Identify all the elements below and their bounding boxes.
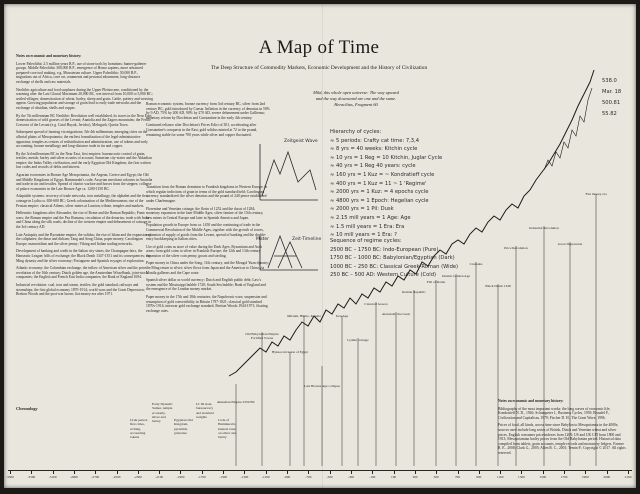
axis-tick — [31, 470, 32, 474]
cycle-item: ≈ 2.15 mill years = 1 Age: Age — [330, 214, 411, 221]
axis-tick — [585, 470, 586, 474]
timeline-annotation: Old Babylonian Empire Fortified Towns — [245, 332, 279, 341]
axis-tick — [628, 470, 629, 474]
axis-tick-label: -100 — [369, 475, 376, 479]
price-curve — [229, 70, 594, 376]
timeline-annotation: Price Revolution — [504, 246, 528, 250]
middle-paragraph: Roman economic system, bronze currency from 3rd century BC, silver from 2nd century BC, gold introduced by Caesar. Inflation in the currency of denarius in 50% by 9 AD, 75% by 200 AD, 90% by 270 AD, severe debasement under Gallienus; monetary reform by Diocletian and Constantine in the early 4th century. — [146, 102, 270, 120]
left-paragraph: By the 7th millennium BC Neolithic Revolution well established, its traces in the Near East; domestication of wild grasses of the Levant; Anatolia and the Zagros mountains; the Fertile Crescent of the Levant (e.g. Catal Huyuk, Jericho), Mehrgarh, Quetta Town. — [16, 113, 153, 127]
axis-tick — [308, 470, 309, 474]
timeline-annotation: Mitanni, Hittite, Kassite — [287, 314, 321, 318]
cycle-item: ≈ 2000 yrs = 1 Kuz: = 4 epochs cycle — [330, 189, 429, 196]
middle-paragraph: Transition from the Roman dominion to Frankish kingdoms in Western Europe, in which regular indictions of grain in terms of the gold standard held; Carolingian currency standardized: the silver denarius and the pound of 240 pence established under Charlemagne. — [146, 185, 268, 203]
cycle-item: ≈ 5 periods: Crafty cat time: 7,3,4 — [330, 137, 420, 144]
axis-tick — [10, 470, 11, 474]
axis-tick-label: -1100 — [261, 475, 270, 479]
timeline-annotation: Roman Republic — [402, 290, 426, 294]
chronology-heading: Chronology — [16, 406, 38, 411]
axis-tick — [607, 470, 608, 474]
fig-label-a: Zeitgeist Wave — [284, 139, 318, 144]
axis-tick — [159, 470, 160, 474]
timeline-annotation: Alexander the Great — [381, 312, 411, 316]
right-notes-heading: Notes on economic and monetary history: — [498, 399, 564, 403]
axis-tick-label: 1900 — [581, 475, 589, 479]
axis-tick — [138, 470, 139, 474]
page-subtitle: The Deep Structure of Commodity Markets, Economic Development and the History of Civilization — [210, 65, 428, 71]
middle-paragraph: Spanish silver dollar as world currency; Dutch and English public debt; Law's system and the Mississippi bubble 1720; South Sea bubble; Bank of England and the emergence of the London money market. — [146, 278, 266, 292]
axis-tick — [117, 470, 118, 474]
timeline-annotation: Late Bronze Age collapse — [303, 384, 341, 388]
axis-tick-label: -300 — [347, 475, 355, 479]
left-paragraph: Agrarian economies in Bronze Age Mesopotamia, the Aegean, Greece and Egypt; the Old and Middle Kingdoms of Egypt, Hammurabi's code; Assyrian merchant colonies in Anatolia and trade in tin and textiles. Spread of chariot warfare and horses from the steppes; collapse of palace economies in the Late Bronze Age ca. 1200-1150 BC. — [16, 173, 153, 191]
left-paragraph: Neolithic agriculture and food surpluses during the Upper Pleistocene, conditioned by the warming after the Last Glacial Maximum 20,000 BC, wet interval from 10,000 to 5,000 BC; settled villages; domestication of wheat, barley, sheep and goats. Cattle, pottery and weaving appear. Growing population and storage of grain lead to early trade networks and the exchange of obsidian, shells and copper. — [16, 87, 153, 110]
axis-tick — [394, 470, 395, 474]
cycle-item: ≈ 160 yrs = 1 Kuz = ~ Kondratieff cycle — [330, 171, 435, 178]
axis-tick-label: -2500 — [112, 475, 121, 479]
axis-tick — [372, 470, 373, 474]
axis-tick-label: -2900 — [69, 475, 78, 479]
margin-number: 538.0 — [602, 78, 617, 84]
axis-tick-label: -2300 — [133, 475, 142, 479]
axis-tick — [95, 470, 96, 474]
axis-tick — [244, 470, 245, 474]
cycle-item: ≈ 400 yrs = 1 Kuz = 11 ~ 1 'Regime' — [330, 180, 427, 187]
heraclitus-quote: Mild, this whole open universe: The way upward and the way downward are one and the same. Heraclitus, Fragment 60 — [313, 90, 399, 107]
middle-paragraph: Continued reliance after Diocletian's Prices Edict of 301, accelerating after Constantine's conquests in the East; gold solidus minted at 72 to the pound, remaining stable for some 700 years while silver and copper fluctuated. — [146, 123, 258, 137]
axis-tick-label: 900 — [476, 475, 482, 479]
timeline-annotation: Great Depression — [557, 242, 583, 246]
cycle-item: ≈ 4800 yrs = 1 Epoch: Hegelian cycle — [330, 197, 429, 204]
regime-item: 250 BC – 500 AD: Western Culture (Cold) — [330, 272, 437, 279]
axis-tick — [180, 470, 181, 474]
axis-tick — [53, 470, 54, 474]
axis-tick — [330, 470, 331, 474]
middle-paragraph: Florentine and Venetian coinage, the florin of 1252 and the ducat of 1284; monetary expansion in the later Middle Ages; silver famine of the 15th century, new mines in Central Europe and later in Spanish America and Japan. — [146, 206, 264, 220]
timeline-annotation: Black Death 1348 — [485, 284, 511, 288]
axis-tick — [564, 470, 565, 474]
axis-tick-label: -900 — [283, 475, 291, 479]
axis-tick-label: 300 — [412, 475, 418, 479]
axis-tick-label: -3500 — [6, 475, 14, 479]
map-poster — [4, 4, 636, 488]
middle-paragraph: Use of gold coins as store of value during the Dark Ages; Byzantium and Arab areas; from gold coins to silver in Frankish Europe; the 12th and 13th century expansion of the silver coin penny, groats and sterling. — [146, 244, 262, 258]
cycle-item: ≈ 40 yrs = 1 Reg 40 years: cycle — [330, 163, 416, 170]
timeline-annotation: Hyksos invasion of Egypt — [271, 350, 309, 354]
middle-paragraph: Paper money in the 17th and 18th centuries; the Napoleonic wars; suspension and resumption of gold convertibility in Britain 1797-1821; classical gold standard 1870s-1914; interwar gold exchange standard; Bretton Woods 1944-1971; floating exchange rates. — [146, 295, 268, 313]
regime-item: 1750 BC – 1000 BC: Babylonian/Egyptian (Dark) — [330, 255, 455, 262]
cycle-item: ≈ 10 mill years = 1 Era: ? — [330, 232, 397, 239]
axis-tick — [415, 470, 416, 474]
left-paragraph: Industrial revolution: coal, iron and steam, textiles; the gold standard, railways and steamships; the first global economy 1870-1914; world wars and the Great Depression; Bretton Woods and the post-war boom; fiat money era after 1971. — [16, 282, 145, 297]
timeline-annotation: Lydian coinage — [347, 338, 369, 342]
axis-tick-label: -1900 — [176, 475, 185, 479]
regime-item: 1000 BC – 250 BC: Classical Greek-Roman (Wide) — [330, 263, 459, 270]
bottom-note: Egyptian Old Kingdom, pyramids, granaries — [174, 418, 193, 435]
regimes-heading: Sequence of regime cycles: — [330, 238, 402, 244]
axis-tick — [223, 470, 224, 474]
axis-tick-label: -3300 — [27, 475, 36, 479]
axis-tick — [543, 470, 544, 474]
bottom-note: Early Dynastic Sumer, temple economy, silver and barley — [152, 402, 173, 424]
margin-number: Mar. 18 — [602, 89, 622, 95]
timeline-annotation: Industrial Revolution — [529, 226, 559, 230]
cycle-item: ≈ 8 yrs = 40 weeks: Kitchin cycle — [330, 146, 418, 153]
axis-tick-label: -1500 — [219, 475, 228, 479]
axis-tick-label: 500 — [433, 475, 439, 479]
left-paragraph: Subsequent spread of farming via migrations; 5th-4th millennium, emerging cities on the alluvial plains of Mesopotamia; the earliest formalization of the legal-administrative apparatus; temples as centres of redistribution and administration, use of tokens and early accounting; bronze metallurgy and long-distance trade in tin and copper. — [16, 130, 148, 149]
fig-label-b: Mater — [256, 237, 270, 242]
left-paragraph: Development of banking and credit in the Italian city-states, the Champagne fairs, the Hanseatic League; bills of exchange; the Black Death 1347-1351 and its consequences; the Ming dynasty and the silver economy; Portuguese and Spanish voyages of exploration. — [16, 249, 151, 263]
time-axis — [8, 470, 632, 471]
right-paragraph: Prices of food, all kinds, across time since Babylon to Mesopotamia in the 4000s; sources used include long series of British, Dutch and Venetian wheat and silver prices, English consumer price indexes from 1209; US and UK CPI from 1800 and 1913; Mesopotamian barley prices from the Old Babylonian period. Historical data compiled from tablets, grain accounts, temple records and monastery ledgers. Farmer R. E., 2008; Clark G., 2005; Allen R. C., 2001; Temin P.; Copyright © 2017. All rights reserved. — [498, 423, 626, 455]
axis-tick — [436, 470, 437, 474]
page-title: A Map of Time — [258, 37, 380, 58]
axis-tick — [500, 470, 501, 474]
regime-item: 2500 BC – 1750 BC: Indo-European (Pure) — [330, 246, 439, 253]
right-paragraph: Bibliography of the most important works: the long waves of economic life; Kondratieff N. D., 1926; Schumpeter J., Business Cycles, 1939; Braudel F., Civilization and Capitalism, 1979; Fischer D. H., The Great Wave, 1996. — [498, 406, 611, 420]
axis-tick — [458, 470, 459, 474]
cycle-item: ≈ 10 yrs = 1 Reg = 10 Kitchin, Juglar Cycle — [330, 154, 443, 161]
margin-number: 55.82 — [602, 111, 617, 117]
left-paragraph: Atlantic economy: the Columbian exchange, the inflow of American silver and the price revolution of the 16th century; Dutch golden age, the Amsterdam Wisselbank, joint-stock companies; the English and French East India companies; the Bank of England 1694. — [16, 266, 148, 280]
timeline-annotation: Crusades — [469, 262, 483, 266]
timeline-annotation: Fall of Rome — [426, 280, 446, 284]
axis-tick-label: -2100 — [155, 475, 164, 479]
axis-tick — [521, 470, 522, 474]
axis-tick-label: 1100 — [496, 475, 504, 479]
axis-tick-label: -700 — [305, 475, 312, 479]
axis-tick-label: -2700 — [91, 475, 100, 479]
cycle-item: ≈ 2000 yrs = 1 Pil: Dusk — [330, 206, 394, 213]
axis-tick-label: -1700 — [197, 475, 206, 479]
bottom-note: Code of Hammurabi, interest rates on silver and barley — [218, 418, 237, 440]
left-paragraph: By the 3rd millennium BC in the Near East, first empires: bureaucratic control of grain, textiles, metals; barley and silver as units of account; Sumerian city-states and the Akkadian empire; the Indus Valley civilization, and the early Egyptian Old Kingdom; the first written law codes and records of debts and interest. — [16, 151, 152, 170]
cycle-item: ≈ 1.5 mill years = 1 Era: Era — [330, 223, 405, 230]
middle-paragraph: Population growth in Europe from ca. 1450 and the continuing of trade in the Commercial Revolution of the Middle Ages, together with the growth of towns, expansion of supply of goods from the Levant, spread of banking and the double-entry bookkeeping in Italian cities. — [146, 223, 267, 242]
fig-label-c: Zeit-Timeline — [292, 237, 322, 242]
left-paragraph: Adaptable systems: recovery of trade networks, iron metallurgy, the alphabet and the first coinage in Lydia ca. 650-600 BC; Greek colonization of the Mediterranean; rise of the Persian empire; classical Athens, silver mines at Laurion; tribute, temples and markets. — [16, 194, 148, 208]
middle-paragraph: Paper money in China under the Song, 11th century, and the Mongol Yuan dynasty; the Ming return to silver; silver flows from Japan and the Americas to China via Manila galleons and the Cape route. — [146, 261, 270, 275]
margin-number: 500.81 — [602, 100, 621, 106]
axis-tick — [266, 470, 267, 474]
axis-tick-label: 100 — [391, 475, 397, 479]
timeline-annotation: Classical Greece — [364, 302, 388, 306]
axis-tick-label: 1500 — [539, 475, 547, 479]
axis-tick — [74, 470, 75, 474]
bottom-note: Uruk period, first cities, writing, accounting tokens — [130, 418, 148, 440]
timeline-annotation: Iron Age — [335, 314, 349, 318]
axis-tick-label: 1300 — [518, 475, 525, 479]
axis-tick — [479, 470, 480, 474]
axis-tick — [351, 470, 352, 474]
left-paragraph: Lower Paleolithic 2.5 million years B.P., use of stone tools by hominins; hunter-gatherer groups. Middle Paleolithic 300,000 B.P., emergence of Homo sapiens, more advanced prepared-core tool making, e.g. Mousterian culture. Upper Paleolithic 50,000 B.P., migrations out of Africa, cave art, ornaments and personal adornment, long-distance exchange of shells and raw materials. — [16, 61, 147, 84]
timeline-annotation: Islamic Golden Age — [442, 274, 470, 278]
axis-tick — [287, 470, 288, 474]
axis-tick-label: -500 — [326, 475, 333, 479]
cycles-heading: Hierarchy of cycles: — [330, 129, 382, 135]
timeline-annotation: Fiat money era — [585, 192, 607, 196]
axis-tick-label: -3100 — [48, 475, 57, 479]
bottom-note: Ur III state, bureaucracy and standard weights — [196, 402, 214, 419]
axis-tick-label: -1300 — [240, 475, 249, 479]
axis-tick-label: 2000 — [603, 475, 611, 479]
axis-tick-label: 2100 — [624, 475, 632, 479]
right-notes-column — [498, 399, 626, 459]
axis-tick — [202, 470, 203, 474]
axis-tick-label: 1700 — [560, 475, 568, 479]
timeline-annotation: Akkadian Empire 2350 BC — [216, 400, 256, 404]
left-paragraph: Hellenistic kingdoms after Alexander, the rise of Rome and the Roman Republic; Punic wars; the Roman empire and the Pax Romana, circulation of the denarius; trade with India and China along the silk roads; decline of the western empire and debasement of coinage in the 3rd century AD. — [16, 211, 152, 229]
left-paragraph: Late Antiquity and the Byzantine empire; the solidus; the rise of Islam and the expansion of the caliphates; the dinar and dirham; Tang and Song China, paper money; Carolingian Europe, manorialism and the silver penny; Viking and Italian trading networks. — [16, 232, 152, 246]
left-notes-heading: Notes on economic and monetary history: — [16, 54, 82, 58]
axis-tick-label: 700 — [454, 475, 461, 479]
